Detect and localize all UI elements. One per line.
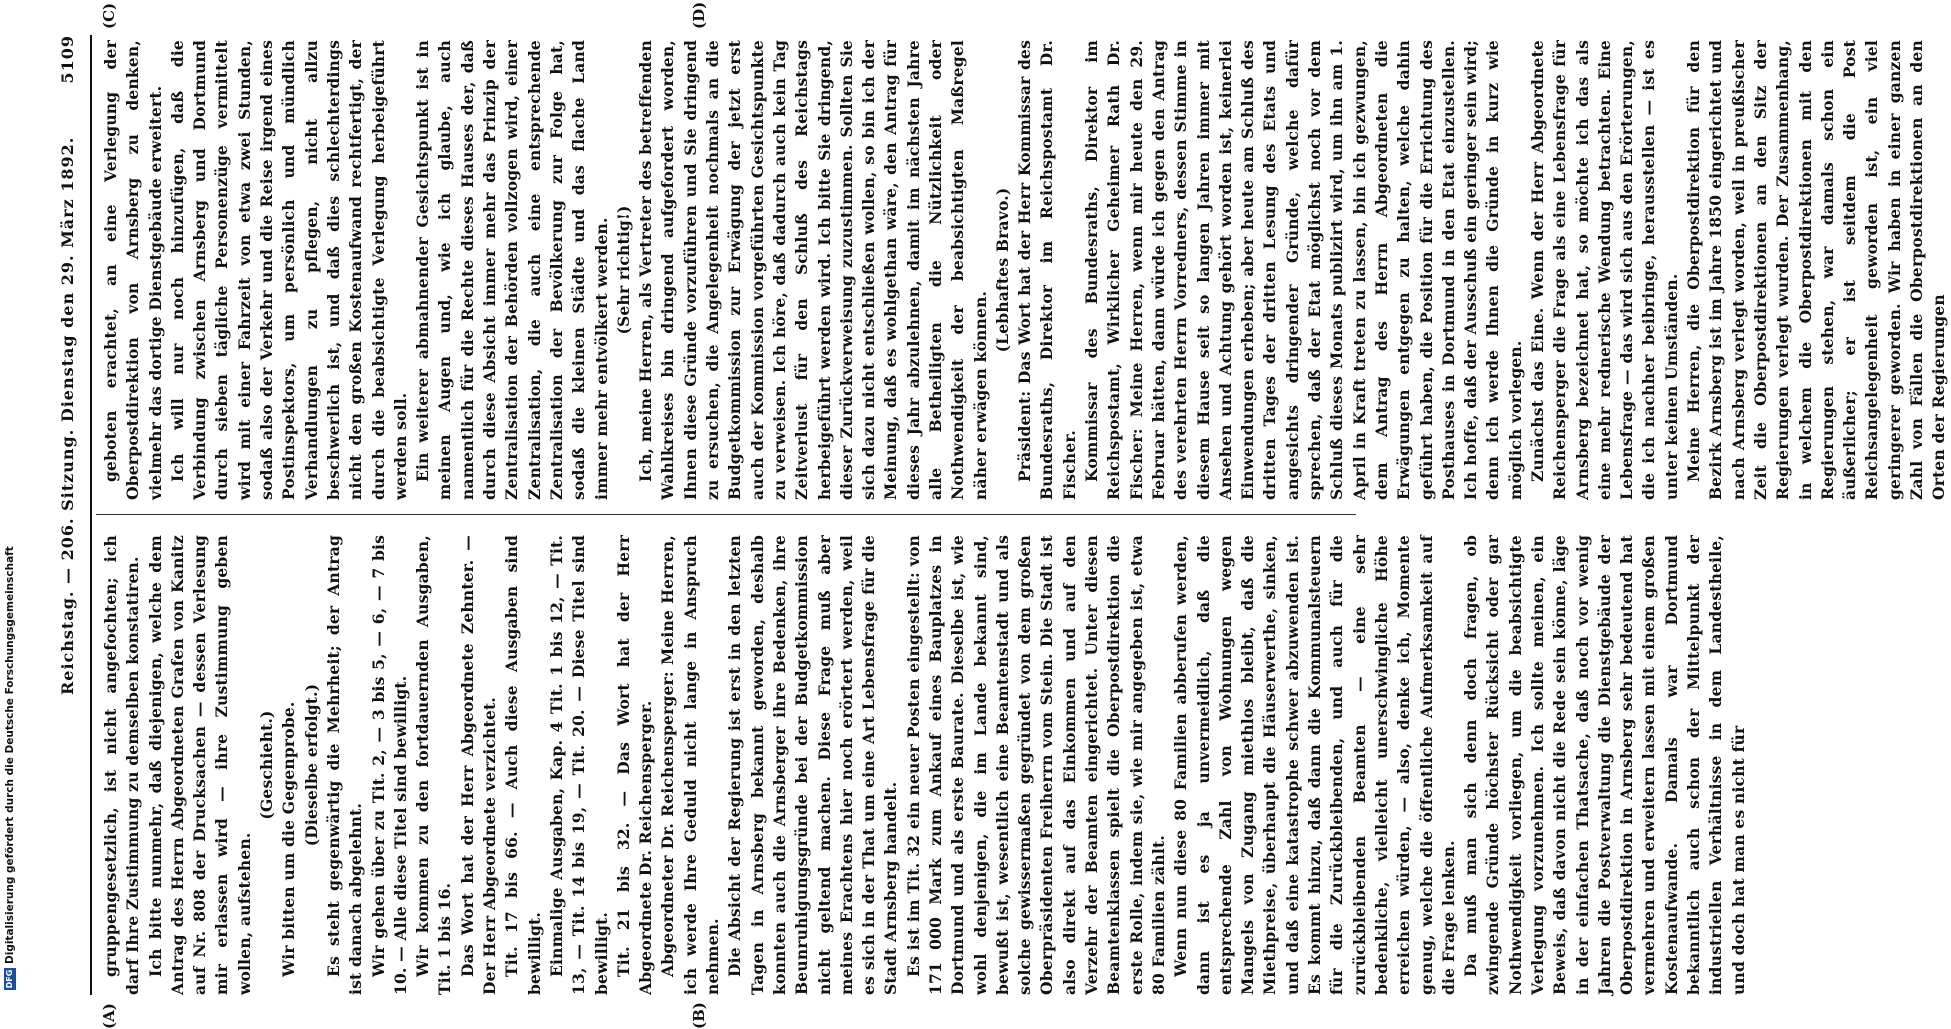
paragraph: Zunächst das Eine. Wenn der Herr Abgeordnete Reichensperger die Frage als eine Lebensfrage für Arnsberg bezeichnet hat, so möchte ich das als eine mehr rednerische Wendung betrachten. Eine Lebensfrage — das wird sich aus den Erörterungen, die ich nachher beibringe, herausstellen — ist es unter keinen Umständen. — [1528, 40, 1681, 500]
paragraph: Da muß man sich denn doch fragen, ob zwingende Gründe höchster Rücksicht oder gar Nothwendigkeit vorliegen, um die beabsichtigte Verlegung vorzunehmen. Ich sollte meinen, ein Beweis, daß davon nicht die Rede sein könne, läge in der einfachen Thatsache, daß noch vor wenig Jahren die Postverwaltung die Dienstgebäude der Oberpostdirektion in Arnsberg sehr bedeutend hat vermehren und erweitern lassen mit einem großen Kostenaufwande. Damals war Dortmund bekanntlich auch schon der Mittelpunkt der industriellen Verhältnisse in dem Landestheile, und doch hat man es nicht für — [1461, 535, 1748, 995]
header-rule — [90, 35, 92, 995]
paragraph: Ich will nur noch hinzufügen, daß die Verbindung zwischen Arnsberg und Dortmund durch sieben tägliche Personenzüge vermittelt wird mit einer Fahrzeit von etwa zwei Stunden, sodaß also der Verkehr und die Reise irgend eines Postinspektors, um persönlich und mündlich Verhandlungen zu pflegen, nicht allzu beschwerlich ist, und daß dies schlechterdings nicht den großen Kostenaufwand rechtfertigt, der durch die beabsichtigte Verlegung herbeigeführt werden soll. — [167, 40, 410, 500]
paragraph: Ich, meine Herren, als Vertreter des betreffenden Wahlkreises bin dringend aufgefordert worden, Ihnen diese Gründe vorzuführen und Sie dringend zu ersuchen, die Angelegenheit nochmals an die Budgetkommission zur Erwägung der jetzt erst auch der Kommission vorgeführten Gesichtspunkte zu verweisen. Ich höre, daß dadurch auch kein Tag Zeitverlust für den Schluß des Reichstags herbeigeführt werden wird. Ich bitte Sie dringend, dieser Zurückverweisung zuzustimmen. Sollten Sie sich dazu nicht entschließen wollen, so bin ich der Meinung, daß es wohlgethan wäre, den Antrag für dieses Jahr abzulehnen, damit im nächsten Jahre alle Betheiligten die Nützlichkeit oder Nothwendigkeit der beabsichtigten Maßregel näher erwägen können. — [636, 40, 990, 500]
paragraph: geboten erachtet, an eine Verlegung der Oberpostdirektion von Arnsberg zu denken, vielmehr das dortige Dienstgebäude erweitert. — [101, 40, 165, 500]
paragraph: Tit. 21 bis 32. — Das Wort hat der Herr Abgeordnete Dr. Reichensperger. — [613, 535, 656, 995]
paragraph: Abgeordneter Dr. Reichensperger: Meine Herren, ich werde Ihre Geduld nicht lange in Anspruch nehmen. — [658, 535, 723, 995]
paragraph: Es ist im Tit. 32 ein neuer Posten eingestellt: von 171 000 Mark zum Ankauf eines Bauplatzes in Dortmund und als erste Baurate. Dieselbe ist, wie wohl denjenigen, die im Lande bekannt sind, bewußt ist, wesentlich eine Beamtenstadt und als solche gewissermaßen gegründet von dem großen Oberpräsidenten Freiherrn vom Stein. Die Stadt ist also direkt auf das Einkommen und auf den Verzehr der Beamten eingerichtet. Unter diesen Beamtenklassen spielt die Oberpostdirektion die erste Rolle, indem sie, wie mir angegeben ist, etwa 80 Familien zählt. — [903, 535, 1168, 995]
margin-mark-a: (A) — [100, 1003, 118, 1029]
paragraph: Es steht gegenwärtig die Mehrheit; der Antrag ist danach abgelehnt. — [323, 535, 366, 995]
paragraph: Tit. 17 bis 66. — Auch diese Ausgaben sind bewilligt. — [502, 535, 544, 995]
rotated-page-content — [50, 1, 1949, 1029]
margin-mark-c: (C) — [100, 2, 118, 29]
dfg-logo: DFG — [5, 969, 14, 989]
stage-direction: (Sehr richtig!) — [613, 205, 633, 335]
stage-direction: (Geschieht.) — [257, 710, 277, 820]
stage-direction: (Dieselbe erfolgt.) — [301, 683, 321, 847]
credit-text: Digitalisierung gefördert durch die Deutsche Forschungsgemeinschaft — [4, 546, 16, 964]
margin-mark-b: (B) — [690, 1002, 708, 1029]
paragraph: Ich bitte nunmehr, daß diejenigen, welche dem Antrag des Herrn Abgeordneten Grafen von Kanitz auf Nr. 808 der Drucksachen — dessen Verlesung mir erlassen wird — ihre Zustimmung geben wollen, aufstehen. — [145, 535, 254, 995]
paragraph: Wir gehen über zu Tit. 2, — 3 bis 5, — 6, — 7 bis 10. — Alle diese Titel sind bewilligt. — [368, 535, 410, 995]
paragraph: Meine Herren, die Oberpostdirektion für den Bezirk Arnsberg ist im Jahre 1850 eingerichtet und nach Arnsberg verlegt worden, weil in preußischer Zeit die Oberpostdirektionen an den Sitz der Regierungen verlegt wurden. Der Zusammenhang, in welchem die Oberpostdirektionen mit den Regierungen stehen, war damals schon ein äußerlicher; er ist seitdem die Post Reichsangelegenheit geworden ist, ein viel geringerer geworden. Wir haben in einer ganzen Zahl von Fällen die Oberpostdirektionen an den Orten der Regierungen — [1684, 40, 1949, 500]
header-title: Reichstag. — 206. Sitzung. Dienstag den 29. März 1892. — [58, 136, 77, 695]
paragraph: gruppengesetzlich, ist nicht angefochten; ich darf Ihre Zustimmung zu demselben konstatiren. — [101, 535, 143, 995]
paragraph: Präsident: Das Wort hat der Herr Kommissar des Bundesraths, Direktor im Reichspostamt Dr. Fischer. — [1015, 40, 1079, 500]
paragraph: Wenn nun diese 80 Familien abberufen werden, dann ist es ja unvermeidlich, daß die entsprechende Zahl von Wohnungen wegen Mangels von Zugang miethlos bleibt, daß die Miethpreise, überhaupt die Häuserwerthe, sinken, und daß eine katastrophe schwer abzuwenden ist. Es kommt hinzu, daß dann die Kommunalsteuern für die Zurückbleibenden, und auch für die zurückbleibenden Beamten — eine sehr bedenkliche, vielleicht unerschwingliche Höhe erreichen würden, — also, denke ich, Momente genug, welche die öffentliche Aufmerksamkeit auf die Frage lenken. — [1171, 535, 1458, 995]
paragraph: Ein weiterer abmahnender Gesichtspunkt ist in meinen Augen und, wie ich glaube, auch namentlich für die Rechte dieses Hauses der, daß durch diese Absicht immer mehr das Prinzip der Zentralisation der Behörden vollzogen wird, einer Zentralisation, die auch eine entsprechende Zentralisation der Bevölkerung zur Folge hat, sodaß die kleinen Städte und das flache Land immer mehr entvölkert werden. — [413, 40, 611, 500]
right-column — [100, 40, 1951, 500]
left-column — [100, 535, 1750, 995]
paragraph: Wir kommen zu den fortdauernden Ausgaben, Tit. 1 bis 16. — [413, 535, 455, 995]
paragraph: Wir bitten um die Gegenprobe. — [279, 701, 299, 977]
margin-mark-d: (D) — [690, 1, 708, 29]
paragraph: Einmalige Ausgaben, Kap. 4 Tit. 1 bis 12, — Tit. 13, — Tit. 14 bis 19, — Tit. 20. — Diese Titel sind bewilligt. — [546, 535, 611, 995]
paragraph: Kommissar des Bundesraths, Direktor im Reichspostamt, Wirklicher Geheimer Rath Dr. Fischer: Meine Herren, wenn mir heute den 29. Februar hätten, dann würde ich gegen den Antrag des verehrten Herrn Vorredners, dessen Stimme in diesem Hause seit so langen Jahren immer mit Ansehen und Achtung gehört worden ist, keinerlei Einwendungen erheben; aber heute am Schluß des dritten Tages der dritten Lesung des Etats und angesichts dringender Gründe, welche dafür sprechen, daß der Etat möglichst noch vor dem Schluß dieses Monats publizirt wird, um ihn am 1. April in Kraft treten zu lassen, bin ich gezwungen, dem Antrag des Herrn Abgeordneten die Erwägungen entgegen zu halten, welche dahin geführt haben, die Position für die Errichtung des Posthauses in Dortmund in den Etat einzustellen. Ich hoffe, daß der Ausschuß ein geringer sein wird; denn ich werde Ihnen die Gründe in kurz wie möglich vorlegen. — [1082, 40, 1525, 500]
page-header — [50, 35, 90, 995]
paragraph: Das Wort hat der Herr Abgeordnete Zehnter. — Der Herr Abgeordnete verzichtet. — [457, 535, 500, 995]
stage-direction: (Lebhaftes Bravo.) — [992, 187, 1012, 353]
page-number: 5109 — [58, 35, 77, 84]
digitization-credit — [4, 546, 16, 990]
paragraph: Die Absicht der Regierung ist erst in den letzten Tagen in Arnsberg bekannt geworden, deshalb konnten auch die Arnsberger ihre Bedenken, ihre Beunruhigungsgründe bei der Budgetkommission nicht geltend machen. Diese Frage muß aber meines Erachtens hier noch erörtert werden, weil es sich in der That um eine Art Lebensfrage für die Stadt Arnsberg handelt. — [725, 535, 901, 995]
column-divider — [96, 514, 1356, 515]
